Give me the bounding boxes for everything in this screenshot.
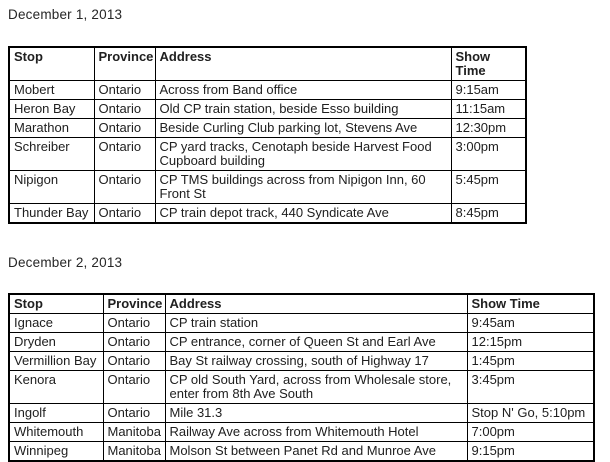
table-row <box>9 333 594 352</box>
table-cell: Ontario <box>94 100 155 119</box>
table-cell: Molson St between Panet Rd and Munroe Ave <box>165 442 467 462</box>
table-cell: Across from Band office <box>155 81 451 100</box>
table-cell: Marathon <box>9 119 94 138</box>
table-cell: Dryden <box>9 333 103 352</box>
table-cell: Kenora <box>9 371 103 404</box>
table-row <box>9 81 526 100</box>
table-cell: Schreiber <box>9 138 94 171</box>
column-header: Province <box>94 47 155 81</box>
table-cell: 9:45am <box>467 314 594 333</box>
column-header: Province <box>103 294 165 314</box>
table-cell: Ontario <box>94 81 155 100</box>
date-heading-dec2: December 2, 2013 <box>8 255 123 270</box>
table-cell: Thunder Bay <box>9 204 94 224</box>
table-cell: 9:15pm <box>467 442 594 462</box>
date-heading-dec1: December 1, 2013 <box>8 7 123 22</box>
table-cell: 8:45pm <box>451 204 526 224</box>
table-row <box>9 352 594 371</box>
section-december-1 <box>8 7 610 224</box>
table-row <box>9 442 594 462</box>
table-header-row <box>9 47 526 81</box>
table-cell: 9:15am <box>451 81 526 100</box>
table-cell: Stop N' Go, 5:10pm <box>467 404 594 423</box>
table-row <box>9 404 594 423</box>
table-cell: 12:15pm <box>467 333 594 352</box>
table-row <box>9 314 594 333</box>
table-cell: 5:45pm <box>451 171 526 204</box>
column-header: Stop <box>9 47 94 81</box>
table-cell: Beside Curling Club parking lot, Stevens Ave <box>155 119 451 138</box>
table-row <box>9 138 526 171</box>
table-cell: Mile 31.3 <box>165 404 467 423</box>
section-december-2 <box>8 255 610 462</box>
table-cell: CP train depot track, 440 Syndicate Ave <box>155 204 451 224</box>
table-body-dec2 <box>9 314 594 462</box>
table-cell: Ignace <box>9 314 103 333</box>
table-row <box>9 423 594 442</box>
table-cell: Ingolf <box>9 404 103 423</box>
table-cell: Ontario <box>94 138 155 171</box>
table-cell: Ontario <box>94 171 155 204</box>
table-cell: Old CP train station, beside Esso building <box>155 100 451 119</box>
table-cell: Heron Bay <box>9 100 94 119</box>
table-cell: 3:45pm <box>467 371 594 404</box>
table-cell: 12:30pm <box>451 119 526 138</box>
table-cell: Bay St railway crossing, south of Highway 17 <box>165 352 467 371</box>
table-cell: CP old South Yard, across from Wholesale store, enter from 8th Ave South <box>165 371 467 404</box>
schedule-table-dec2 <box>8 293 595 462</box>
schedule-table-dec1 <box>8 46 527 224</box>
table-row <box>9 204 526 224</box>
table-cell: CP train station <box>165 314 467 333</box>
table-header-row <box>9 294 594 314</box>
table-cell: Railway Ave across from Whitemouth Hotel <box>165 423 467 442</box>
table-body-dec1 <box>9 81 526 224</box>
column-header: Address <box>155 47 451 81</box>
table-cell: Ontario <box>103 371 165 404</box>
table-cell: 3:00pm <box>451 138 526 171</box>
table-cell: Manitoba <box>103 442 165 462</box>
table-row <box>9 371 594 404</box>
table-cell: Mobert <box>9 81 94 100</box>
table-cell: 7:00pm <box>467 423 594 442</box>
table-cell: Ontario <box>103 352 165 371</box>
table-cell: 1:45pm <box>467 352 594 371</box>
table-cell: CP TMS buildings across from Nipigon Inn, 60 Front St <box>155 171 451 204</box>
table-cell: Ontario <box>103 404 165 423</box>
table-row <box>9 119 526 138</box>
table-cell: Whitemouth <box>9 423 103 442</box>
table-cell: Winnipeg <box>9 442 103 462</box>
column-header: Show Time <box>451 47 526 81</box>
table-cell: Nipigon <box>9 171 94 204</box>
table-cell: Ontario <box>94 204 155 224</box>
table-cell: Ontario <box>94 119 155 138</box>
table-cell: CP entrance, corner of Queen St and Earl Ave <box>165 333 467 352</box>
table-cell: Vermillion Bay <box>9 352 103 371</box>
table-cell: Ontario <box>103 314 165 333</box>
table-cell: CP yard tracks, Cenotaph beside Harvest Food Cupboard building <box>155 138 451 171</box>
table-cell: Ontario <box>103 333 165 352</box>
column-header: Stop <box>9 294 103 314</box>
table-row <box>9 171 526 204</box>
column-header: Address <box>165 294 467 314</box>
table-row <box>9 100 526 119</box>
table-cell: Manitoba <box>103 423 165 442</box>
table-cell: 11:15am <box>451 100 526 119</box>
column-header: Show Time <box>467 294 594 314</box>
